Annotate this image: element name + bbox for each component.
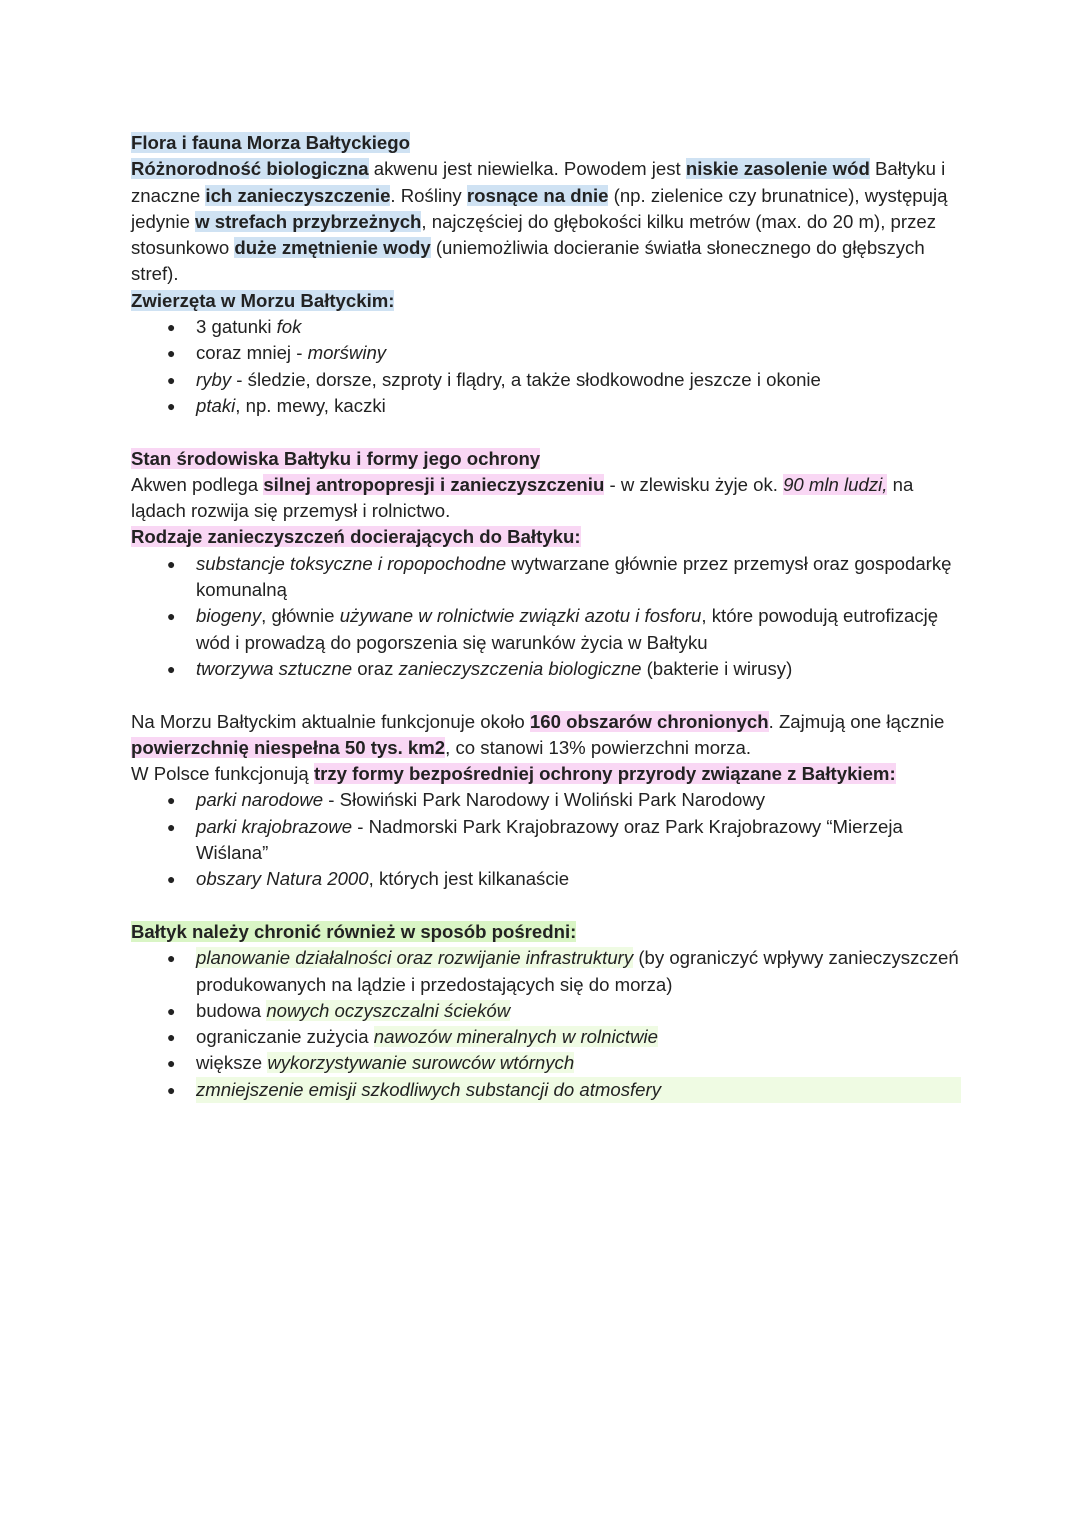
list-item: ● biogeny, głównie używane w rolnictwie związki azotu i fosforu, które powodują eutrofizację wód i prowadzą do pogorszenia się warunków życia w Bałtyku <box>167 605 939 653</box>
spacer <box>131 419 961 445</box>
document-body <box>131 130 961 1103</box>
indirect-protection-list <box>131 945 961 1103</box>
list-item: ● parki narodowe - Słowiński Park Narodowy i Woliński Park Narodowy <box>196 787 961 813</box>
list-item: ● substancje toksyczne i ropopochodne wytwarzane głównie przez przemysł oraz gospodarkę komunalną <box>167 552 952 601</box>
paragraph-protection-forms: W Polsce funkcjonują trzy formy bezpośredniej ochrony przyrody związane z Bałtykiem: <box>131 763 896 785</box>
list-item: ● tworzywa sztuczne oraz zanieczyszczenia biologiczne (bakterie i wirusy) <box>196 656 961 682</box>
bullet-icon: ● <box>167 1081 176 1098</box>
protection-forms-list <box>131 787 961 892</box>
bullet-icon: ● <box>167 1002 176 1019</box>
list-item: ● ograniczanie zużycia nawozów mineralnych w rolnictwie <box>196 1024 961 1050</box>
list-item: ● ryby - śledzie, dorsze, szproty i flądry, a także słodkowodne jeszcze i okonie <box>196 367 961 393</box>
animals-list <box>131 314 961 419</box>
bullet-icon: ● <box>167 608 176 625</box>
bullet-icon: ● <box>167 871 176 888</box>
bullet-icon: ● <box>167 319 176 336</box>
list-item: ● zmniejszenie emisji szkodliwych substancji do atmosfery <box>196 1077 961 1103</box>
list-item: ● parki krajobrazowe - Nadmorski Park Krajobrazowy oraz Park Krajobrazowy “Mierzeja Wiślana” <box>167 815 903 864</box>
animals-heading: Zwierzęta w Morzu Bałtyckim: <box>131 289 395 311</box>
bullet-icon: ● <box>167 371 176 388</box>
section-title-flora-fauna: Flora i fauna Morza Bałtyckiego <box>131 132 410 153</box>
list-item: ● 3 gatunki fok <box>196 314 961 340</box>
list-item: ● coraz mniej - morświny <box>196 340 961 366</box>
section-title-indirect-protection: Bałtyk należy chronić również w sposób pośredni: <box>131 920 577 942</box>
pollution-heading: Rodzaje zanieczyszczeń docierających do Bałtyku: <box>131 526 581 548</box>
bullet-icon: ● <box>167 397 176 414</box>
pollution-list <box>131 551 961 682</box>
bullet-icon: ● <box>167 818 176 835</box>
list-item: ● budowa nowych oczyszczalni ścieków <box>196 998 961 1024</box>
bullet-icon: ● <box>167 345 176 362</box>
bullet-icon: ● <box>167 555 176 572</box>
bullet-icon: ● <box>167 950 176 967</box>
list-item: ● większe wykorzystywanie surowców wtórnych <box>196 1050 961 1076</box>
bullet-icon: ● <box>167 1029 176 1046</box>
section-title-environment: Stan środowiska Bałtyku i formy jego ochrony <box>131 447 541 469</box>
paragraph-biodiversity: Różnorodność biologiczna akwenu jest niewielka. Powodem jest niskie zasolenie wód Bałtyku i znaczne ich zanieczyszczenie. Rośliny rosnące na dnie (np. zielenice czy brunatnice), występują jedynie w strefach przybrzeżnych, najczęściej do głębokości kilku metrów (max. do 20 m), przez stosunkowo duże zmętnienie wody (uniemożliwia docieranie światła słonecznego do głębszych stref). <box>131 158 948 285</box>
spacer <box>131 682 961 708</box>
list-item: ● ptaki, np. mewy, kaczki <box>196 393 961 419</box>
list-item: ● planowanie działalności oraz rozwijanie infrastruktury (by ograniczyć wpływy zanieczyszczeń produkowanych na lądzie i przedostających się do morza) <box>167 947 959 995</box>
bullet-icon: ● <box>167 1055 176 1072</box>
paragraph-protected-areas: Na Morzu Bałtyckim aktualnie funkcjonuje około 160 obszarów chronionych. Zajmują one łącznie powierzchnię niespełna 50 tys. km2, co stanowi 13% powierzchni morza. <box>131 710 945 758</box>
spacer <box>131 893 961 919</box>
bullet-icon: ● <box>167 660 176 677</box>
bullet-icon: ● <box>167 792 176 809</box>
list-item: ● obszary Natura 2000, których jest kilkanaście <box>196 866 961 892</box>
paragraph-anthropopressure: Akwen podlega silnej antropopresji i zanieczyszczeniu - w zlewisku żyje ok. 90 mln ludzi, na lądach rozwija się przemysł i rolnictwo. <box>131 473 914 522</box>
